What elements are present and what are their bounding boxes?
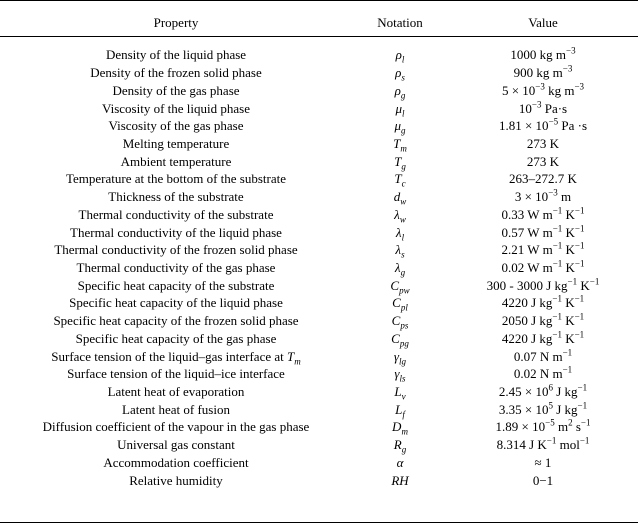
property-cell: Relative humidity — [129, 472, 223, 488]
value-cell: 263–272.7 K — [509, 171, 577, 187]
value-cell: $10^{-3}$ Pa·s — [518, 99, 568, 116]
value-cell: 1000 kg $m^{-3}$ — [510, 46, 576, 63]
notation-cell: $C_{pw}$ — [390, 277, 410, 296]
table-row — [0, 241, 638, 259]
property-cell: Specific heat capacity of the liquid phase — [69, 295, 283, 311]
value-cell: 273 K — [526, 153, 560, 169]
property-cell: Specific heat capacity of the substrate — [77, 277, 275, 293]
property-cell: Surface tension of the liquid–gas interface at $T_m$ — [51, 348, 301, 367]
property-cell: Thermal conductivity of the gas phase — [76, 259, 276, 275]
table-row — [0, 188, 638, 206]
table-row — [0, 383, 638, 401]
table-row — [0, 135, 638, 153]
table-row — [0, 64, 638, 82]
value-cell: 0.07 N $m^{-1}$ — [513, 347, 573, 364]
property-cell: Accommodation coefficient — [103, 454, 249, 470]
value-cell: 2.21 W $m^{-1}$ $K^{-1}$ — [501, 240, 585, 258]
value-cell: 0.02 N $m^{-1}$ — [513, 364, 573, 382]
header-property: Property — [153, 15, 199, 30]
table-row — [0, 365, 638, 383]
header-notation: Notation — [377, 15, 423, 30]
value-cell: 8.314 J $K^{-1}$ mol$^{-1}$ — [496, 435, 590, 453]
notation-cell: $\lambda_g$ — [394, 259, 406, 278]
property-cell: Thermal conductivity of the substrate — [78, 206, 274, 222]
notation-cell: $C_{pg}$ — [391, 330, 409, 349]
notation-cell: $\rho_s$ — [395, 65, 405, 83]
table-row — [0, 330, 638, 348]
header-value: Value — [528, 15, 558, 30]
notation-cell: $C_{pl}$ — [392, 295, 408, 314]
notation-cell: $\rho_g$ — [394, 82, 406, 101]
table-row — [0, 117, 638, 135]
notation-cell: $\lambda_s$ — [395, 242, 405, 260]
table-row — [0, 436, 638, 454]
notation-cell: $T_g$ — [394, 153, 406, 172]
value-cell: 300 - 3000 J $kg^{-1}$ $K^{-1}$ — [486, 276, 600, 293]
property-cell: Surface tension of the liquid–ice interface — [67, 366, 285, 382]
property-cell: Thickness of the substrate — [108, 189, 244, 205]
notation-cell: $\lambda_w$ — [394, 206, 406, 225]
notation-cell: $L_v$ — [394, 384, 406, 402]
property-cell: Density of the frozen solid phase — [90, 65, 262, 81]
value-cell: $3 \times 10^{-3}$ m — [514, 187, 572, 205]
value-cell: $1.89 \times 10^{-5}$ $m^2$ $s^{-1}$ — [495, 418, 591, 435]
value-cell: ≈ 1 — [534, 454, 552, 470]
table-row — [0, 454, 638, 472]
notation-cell: α — [396, 454, 404, 470]
value-cell: 4220 J $kg^{-1}$ $K^{-1}$ — [501, 294, 585, 311]
property-cell: Ambient temperature — [120, 153, 232, 169]
property-cell: Viscosity of the gas phase — [108, 118, 244, 134]
table-row — [0, 400, 638, 418]
value-cell: $2.45 \times 10^6$ J $kg^{-1}$ — [498, 382, 588, 400]
value-cell: $3.35 \times 10^5$ J $kg^{-1}$ — [498, 400, 588, 417]
property-cell: Thermal conductivity of the liquid phase — [70, 224, 282, 240]
table-row — [0, 471, 638, 489]
property-cell: Melting temperature — [122, 135, 230, 151]
value-cell: 2050 J $kg^{-1}$ $K^{-1}$ — [501, 311, 585, 329]
notation-cell: $\mu_l$ — [395, 100, 405, 119]
notation-cell: $D_m$ — [392, 419, 408, 438]
value-cell: $5 \times 10^{-3}$ kg $m^{-3}$ — [501, 81, 585, 98]
value-cell: $1.81 \times 10^{-5}$ Pa ·s — [498, 116, 588, 134]
property-cell: Density of the gas phase — [112, 82, 240, 98]
value-cell: 0.57 W $m^{-1}$ $K^{-1}$ — [501, 223, 585, 240]
table-row — [0, 205, 638, 223]
value-cell: 4220 J $kg^{-1}$ $K^{-1}$ — [501, 329, 585, 346]
bottom-rule — [0, 522, 638, 523]
notation-cell: $\gamma_{ls}$ — [394, 366, 406, 384]
table-row — [0, 81, 638, 99]
notation-cell: $\lambda_l$ — [395, 224, 405, 243]
value-cell: 273 K — [526, 135, 560, 151]
table-row — [0, 276, 638, 294]
notation-cell: $\rho_l$ — [395, 47, 405, 65]
property-cell: Viscosity of the liquid phase — [102, 100, 250, 116]
notation-cell: $d_w$ — [393, 189, 407, 207]
property-cell: Specific heat capacity of the gas phase — [75, 330, 277, 346]
notation-cell: $\mu_g$ — [394, 118, 406, 136]
property-cell: Universal gas constant — [117, 437, 235, 453]
table-row — [0, 223, 638, 241]
value-cell: 0.33 W $m^{-1}$ $K^{-1}$ — [501, 205, 585, 222]
notation-cell: RH — [391, 472, 409, 488]
table-row — [0, 170, 638, 188]
property-cell: Latent heat of fusion — [122, 401, 230, 417]
table-row — [0, 46, 638, 64]
notation-cell: $T_c$ — [394, 171, 406, 189]
table-row — [0, 294, 638, 312]
notation-cell: $C_{ps}$ — [391, 313, 409, 331]
property-cell: Latent heat of evaporation — [107, 384, 245, 400]
table-row — [0, 418, 638, 436]
value-cell: 0.02 W $m^{-1}$ $K^{-1}$ — [501, 258, 585, 275]
property-cell: Density of the liquid phase — [105, 47, 247, 63]
value-cell: 900 kg $m^{-3}$ — [513, 63, 573, 81]
table-header — [0, 0, 638, 46]
notation-cell: $\gamma_{lg}$ — [393, 348, 407, 367]
property-cell: Temperature at the bottom of the substrate — [65, 171, 287, 187]
table-row — [0, 347, 638, 365]
notation-cell: $L_f$ — [395, 401, 405, 420]
value-cell: 0−1 — [532, 472, 554, 488]
table-row — [0, 259, 638, 277]
table-row — [0, 312, 638, 330]
property-cell: Specific heat capacity of the frozen solid phase — [53, 313, 299, 329]
table-row — [0, 152, 638, 170]
property-cell: Thermal conductivity of the frozen solid phase — [54, 242, 298, 258]
notation-cell: $R_g$ — [393, 437, 407, 455]
notation-cell: $T_m$ — [393, 135, 407, 154]
property-cell: Diffusion coefficient of the vapour in the gas phase — [42, 419, 310, 435]
table-row — [0, 99, 638, 117]
table-body — [0, 46, 638, 489]
